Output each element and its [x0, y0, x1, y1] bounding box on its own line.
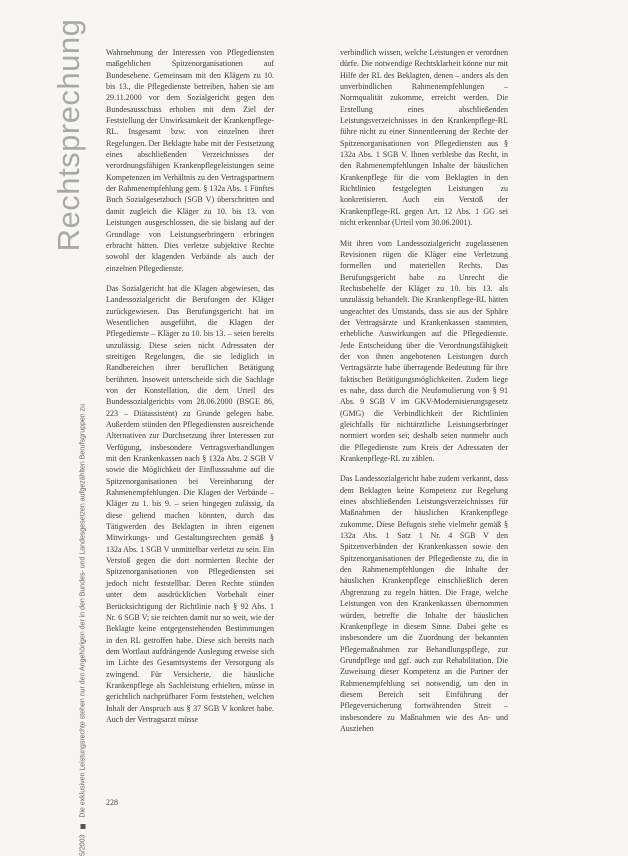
paragraph: Wahrnehmung der Interessen von Pflegediensten maßgeblichen Spitzenorganisationen auf Bundesebene. Gemeinsam mit den Klägern zu 10. bis 13., die Pflegedienste betreiben, haben sie am 29.11.2000 vor dem Sozialgericht gegen den Bundesausschuss erhoben mit dem Ziel der Feststellung der Unwirksamkeit der Krankenpflege-RL. Insgesamt bzw. von einzelnen ihrer Regelungen. Der Beklagte habe mit der Festsetzung eines abschließenden Verzeichnisses der verordnungsfähigen Krankenpflegeleistungen seine Kompetenzen im Verhältnis zu den Vertragspartnern der Rahmenempfehlung gem. § 132a Abs. 1 Fünftes Buch Sozialgesetzbuch (SGB V) überschritten und damit zugleich die Kläger zu 10. bis 13. von Leistungen ausgeschlossen, die sie bislang auf der Grundlage von Leistungserbringern erbringen erbracht hätten. Dies verletze subjektive Rechte sowohl der klagenden Verbände als auch der einzelnen Pflegedienste.	[106, 48, 274, 273]
right-column	[340, 47, 508, 743]
paragraph: Das Sozialgericht hat die Klagen abgewiesen, das Landessozialgericht die Berufungen der Kläger zurückgewiesen. Das Berufungsgericht hat im Wesentlichen ausgeführt, die Klagen der Pflegedienste – Kläger zu 10. bis 13. – seien bereits unzulässig. Diese seien nicht Adressaten der streitigen Regelungen, die sie lediglich in Randbereichen ihrer beruflichen Betätigung berührten. Insoweit unterscheide sich die Sachlage von der Konstellation, die dem Urteil des Bundessozialgerichts vom 28.06.2000 (BSGE 86, 223 – Diätassistent) zu Grunde gelegen habe. Außerdem stünden den Pflegediensten ausreichende Alternativen zur Durchsetzung ihrer Interessen zur Verfügung, insbesondere Vertragsverhandlungen mit den Krankenkassen nach § 132a Abs. 2 SGB V sowie die Möglichkeit der Einflussnahme auf die Spitzenorganisationen bei Vereinbarung der Rahmenempfehlungen. Die Klagen der Verbände – Kläger zu 1. bis 9. – seien hingegen zulässig, da diese geltend machen könnten, durch das Tätigwerden des Beklagten in ihren eigenen Mitwirkungs- und Gestaltungsrechten gemäß § 132a Abs. 1 SGB V unmittelbar verletzt zu sein. Ein Verstoß gegen die dort normierten Rechte der Spitzenorganisationen von Pflegediensten sei jedoch nicht feststellbar. Deren Rechte stünden unter dem ausdrücklichen Vorbehalt einer Berücksichtigung der Richtlinie nach § 92 Abs. 1 Nr. 6 SGB V; sie reichten damit nur so weit, wie der Beklagte keine entgegenstehenden Bestimmungen in den RL getroffen habe. Diese sich bereits nach dem Wortlaut aufdrängende Auslegung erweise sich im Lichte des Gesamtsystems der Versorgung als zwingend. Für Versicherte, die häusliche Krankenpflege als Sachleistung erhielten, müsse in gerichtlich nachprüfbarer Form feststehen, welchen Inhalt der Anspruch aus § 37 SGB V konkret habe. Auch der Vertragsarzt müsse	[106, 283, 274, 724]
side-note-year: 5/2003	[79, 834, 87, 856]
left-column	[106, 47, 274, 734]
section-heading	[50, 20, 88, 250]
square-bullet-icon	[80, 824, 85, 829]
paragraph: Das Landessozialgericht habe zudem verkannt, dass dem Beklagten keine Kompetenz zur Regelung eines abschließenden Leistungsverzeichnisses für Maßnahmen der häuslichen Krankenpflege zukomme. Diese Befugnis stehe vielmehr gemäß § 132a Abs. 1 Satz 1 Nr. 4 SGB V den Spitzenverbänden der Krankenkassen sowie den Spitzenorganisationen der Pflegedienste zu, die in den Rahmenempfehlungen die Inhalte der häuslichen Krankenpflege einschließlich deren Abgrenzung zu regeln hätten. Die Frage, welche Leistungen von den Krankenkassen übernommen würden, betreffe die Inhalte der häuslichen Krankenpflege in diesem Sinne. Dabei gehe es insbesondere um die Zuordnung der bekannten Pflegemaßnahmen zur Behandlungspflege, zur Grundpflege und ggf. auch zur Rehabilitation. Die Zuweisung dieser Kompetenz an die Partner der Rahmenempfehlung sei notwendig, um den in diesem Bereich seit Einführung der Pflegeversicherung fortwährenden Streit – insbesondere zu Maßnahmen wie des An- und Ausziehen	[340, 474, 508, 733]
side-note	[76, 403, 90, 856]
paragraph: Mit ihren vom Landessozialgericht zugelassenen Revisionen rügen die Kläger eine Verletzung formellen und materiellen Rechts. Das Berufungsgericht habe zu Unrecht die Rechtsbehelfe der Kläger zu 10. bis 13. als unzulässig behandelt. Die Krankenpflege-RL hätten ungeachtet des Umstands, dass sie aus der Sphäre der Vertragsärzte und Krankenkassen stammten, erhebliche Auswirkungen auf die Pflegedienste. Jede Entscheidung über die Verordnungsfähigkeit der von ihnen angebotenen Leistungen durch Vertragsärzte habe überragende Bedeutung für ihre faktischen Betätigungsmöglichkeiten. Zudem liege es nahe, dass durch die Neufomulierung von § 91 Abs. 9 SGB V im GKV-Modernisierungsgesetz (GMG) die Verbindlichkeit der Richtlinien gleichfalls für nichtärztliche Leistungserbringer normiert worden sei; deshalb seien nunmehr auch die Pflegedienste zum Kreis der Adressaten der Krankenpflege-RL zu zählen.	[340, 238, 508, 464]
page-number: 228	[106, 798, 118, 807]
section-heading-text: Rechtsprechung	[51, 18, 86, 252]
side-note-text: Die exklusiven Leistungsrechte stehen nur den Angehörigen der in den Bundes- und Landesgesetzen aufgezählten Berufsgruppen zu	[79, 403, 87, 818]
paragraph: verbindlich wissen, welche Leistungen er verordnen dürfe. Die notwendige Rechtsklarheit könne nur mit Hilfe der RL des Beklagten, denen – anders als den unverbindlichen Rahmenempfehlungen – Normqualität zukomme, erreicht werden. Die Erstellung eines abschließenden Leistungsverzeichnisses in den Krankenpflege-RL führe nicht zu einer Sinnentleerung der Rechte der Spitzenorganisationen von Pflegediensten aus § 132a Abs. 1 SGB V. Ihnen verbleibe das Recht, in den Rahmenempfehlungen Inhalte der häuslichen Krankenpflege für die vom Beklagten in den Richtlinien festgelegten Leistungen zu konkretisieren. Auch ein Verstoß der Krankenpflege-RL gegen Art. 12 Abs. 1 GG sei nicht erkennbar (Urteil vom 30.06.2001).	[340, 48, 508, 228]
